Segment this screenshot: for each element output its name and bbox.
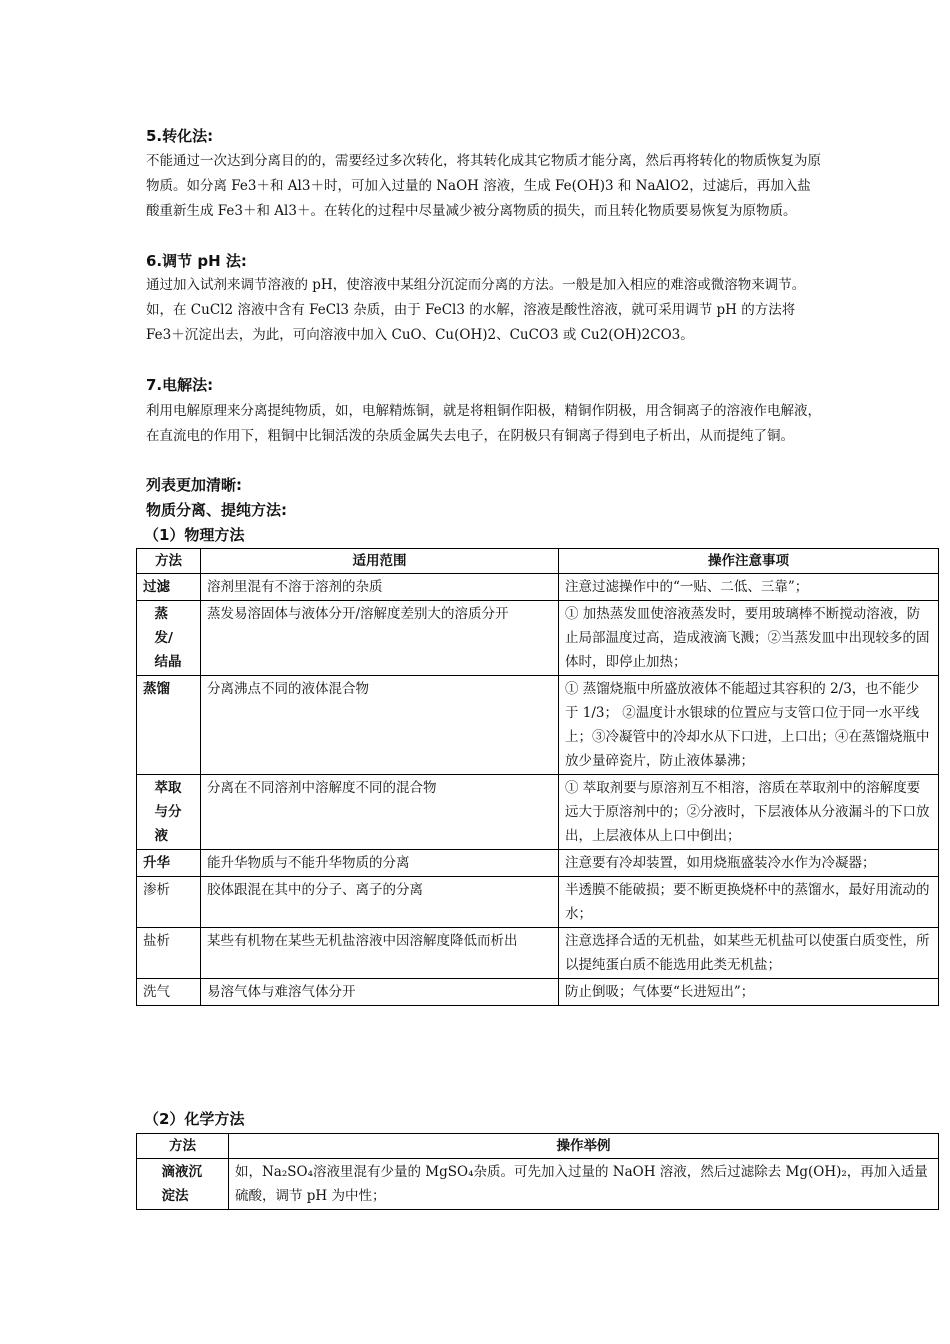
notes-cell: 注意过滤操作中的“一贴、二低、三靠”；: [559, 574, 939, 601]
header-scope: 适用范围: [201, 549, 559, 574]
section-5-body: 不能通过一次达到分离目的的，需要经过多次转化，将其转化成其它物质才能分离，然后再将转化的物质恢复为原物质。如分离 Fe3＋和 Al3＋时，可加入过量的 NaOH 溶液，生成 Fe(OH)3 和 NaAlO2，过滤后，再加入盐酸重新生成 Fe3＋和 Al3＋。在转化的过程中尽量减少被分离物质的损失，而且转化物质要易恢复为原物质。: [146, 153, 821, 219]
notes-cell: 注意要有冷却装置，如用烧瓶盛装冷水作为冷凝器；: [559, 850, 939, 877]
method-cell: 渗析: [137, 877, 201, 928]
method-label: 蒸发/结晶: [154, 606, 182, 670]
notes-cell: ① 蒸馏烧瓶中所盛放液体不能超过其容积的 2/3，也不能少于 1/3； ②温度计水银球的位置应与支管口位于同一水平线上；③冷凝管中的冷却水从下口进，上口出；④在蒸馏烧瓶中放少量碎瓷片，防止液体暴沸；: [559, 676, 939, 775]
table-header-row: [137, 1134, 939, 1159]
scope-cell: 蒸发易溶固体与液体分开/溶解度差别大的溶质分开: [201, 601, 559, 676]
scope-cell: 某些有机物在某些无机盐溶液中因溶解度降低而析出: [201, 928, 559, 979]
methods-title: 物质分离、提纯方法:: [146, 501, 287, 519]
notes-cell: ① 萃取剂要与原溶剂互不相溶，溶质在萃取剂中的溶解度要远大于原溶剂中的；②分液时，下层液体从分液漏斗的下口放出，上层液体从上口中倒出；: [559, 775, 939, 850]
section-7-title: 7.电解法:: [146, 376, 214, 394]
method-cell: 蒸馏: [137, 676, 201, 775]
list-title: 列表更加清晰:: [146, 476, 242, 494]
table-row: [137, 928, 939, 979]
table-row: [137, 1159, 939, 1210]
scope-cell: 易溶气体与难溶气体分开: [201, 979, 559, 1006]
method-cell: [137, 1159, 229, 1210]
method-label: 萃取与分液: [154, 780, 182, 844]
section-5-title: 5.转化法:: [146, 127, 214, 145]
table-row: [137, 601, 939, 676]
method-cell: 升华: [137, 850, 201, 877]
header-method: 方法: [137, 1134, 229, 1159]
method-cell: [137, 601, 201, 676]
example-cell: 如，Na₂SO₄溶液里混有少量的 MgSO₄杂质。可先加入过量的 NaOH 溶液，然后过滤除去 Mg(OH)₂，再加入适量硫酸，调节 pH 为中性；: [229, 1159, 939, 1210]
table-header-row: [137, 549, 939, 574]
table-row: [137, 775, 939, 850]
method-cell: 洗气: [137, 979, 201, 1006]
physical-methods-title: （1）物理方法: [144, 526, 245, 544]
notes-cell: 防止倒吸；气体要“长进短出”；: [559, 979, 939, 1006]
scope-cell: 分离沸点不同的液体混合物: [201, 676, 559, 775]
table-row: [137, 979, 939, 1006]
physical-methods-table: [136, 548, 939, 1006]
method-label: 滴液沉淀法: [161, 1164, 202, 1204]
header-example: 操作举例: [229, 1134, 939, 1159]
method-cell: 盐析: [137, 928, 201, 979]
table-row: [137, 574, 939, 601]
method-cell: 过滤: [137, 574, 201, 601]
notes-cell: 注意选择合适的无机盐，如某些无机盐可以使蛋白质变性，所以提纯蛋白质不能选用此类无机盐；: [559, 928, 939, 979]
table-row: [137, 850, 939, 877]
scope-cell: 能升华物质与不能升华物质的分离: [201, 850, 559, 877]
section-6-body: 通过加入试剂来调节溶液的 pH，使溶液中某组分沉淀而分离的方法。一般是加入相应的难溶或微溶物来调节。如，在 CuCl2 溶液中含有 FeCl3 杂质，由于 FeCl3 的水解，溶液是酸性溶液，就可采用调节 pH 的方法将 Fe3＋沉淀出去，为此，可向溶液中加入 CuO、Cu(OH)2、CuCO3 或 Cu2(OH)2CO3。: [146, 277, 806, 343]
scope-cell: 溶剂里混有不溶于溶剂的杂质: [201, 574, 559, 601]
notes-cell: 半透膜不能破损；要不断更换烧杯中的蒸馏水，最好用流动的水；: [559, 877, 939, 928]
section-6-title: 6.调节 pH 法:: [146, 252, 247, 270]
header-method: 方法: [137, 549, 201, 574]
scope-cell: 胶体跟混在其中的分子、离子的分离: [201, 877, 559, 928]
section-7-body: 利用电解原理来分离提纯物质，如，电解精炼铜，就是将粗铜作阳极，精铜作阴极，用含铜离子的溶液作电解液，在直流电的作用下，粗铜中比铜活泼的杂质金属失去电子，在阴极只有铜离子得到电子析出，从而提纯了铜。: [146, 403, 821, 444]
table-row: [137, 877, 939, 928]
header-notes: 操作注意事项: [559, 549, 939, 574]
chemical-methods-title: （2）化学方法: [144, 1110, 245, 1128]
table-row: [137, 676, 939, 775]
chemical-methods-table: [136, 1133, 939, 1210]
notes-cell: ① 加热蒸发皿使溶液蒸发时，要用玻璃棒不断搅动溶液，防止局部温度过高，造成液滴飞溅；②当蒸发皿中出现较多的固体时，即停止加热；: [559, 601, 939, 676]
method-cell: [137, 775, 201, 850]
scope-cell: 分离在不同溶剂中溶解度不同的混合物: [201, 775, 559, 850]
